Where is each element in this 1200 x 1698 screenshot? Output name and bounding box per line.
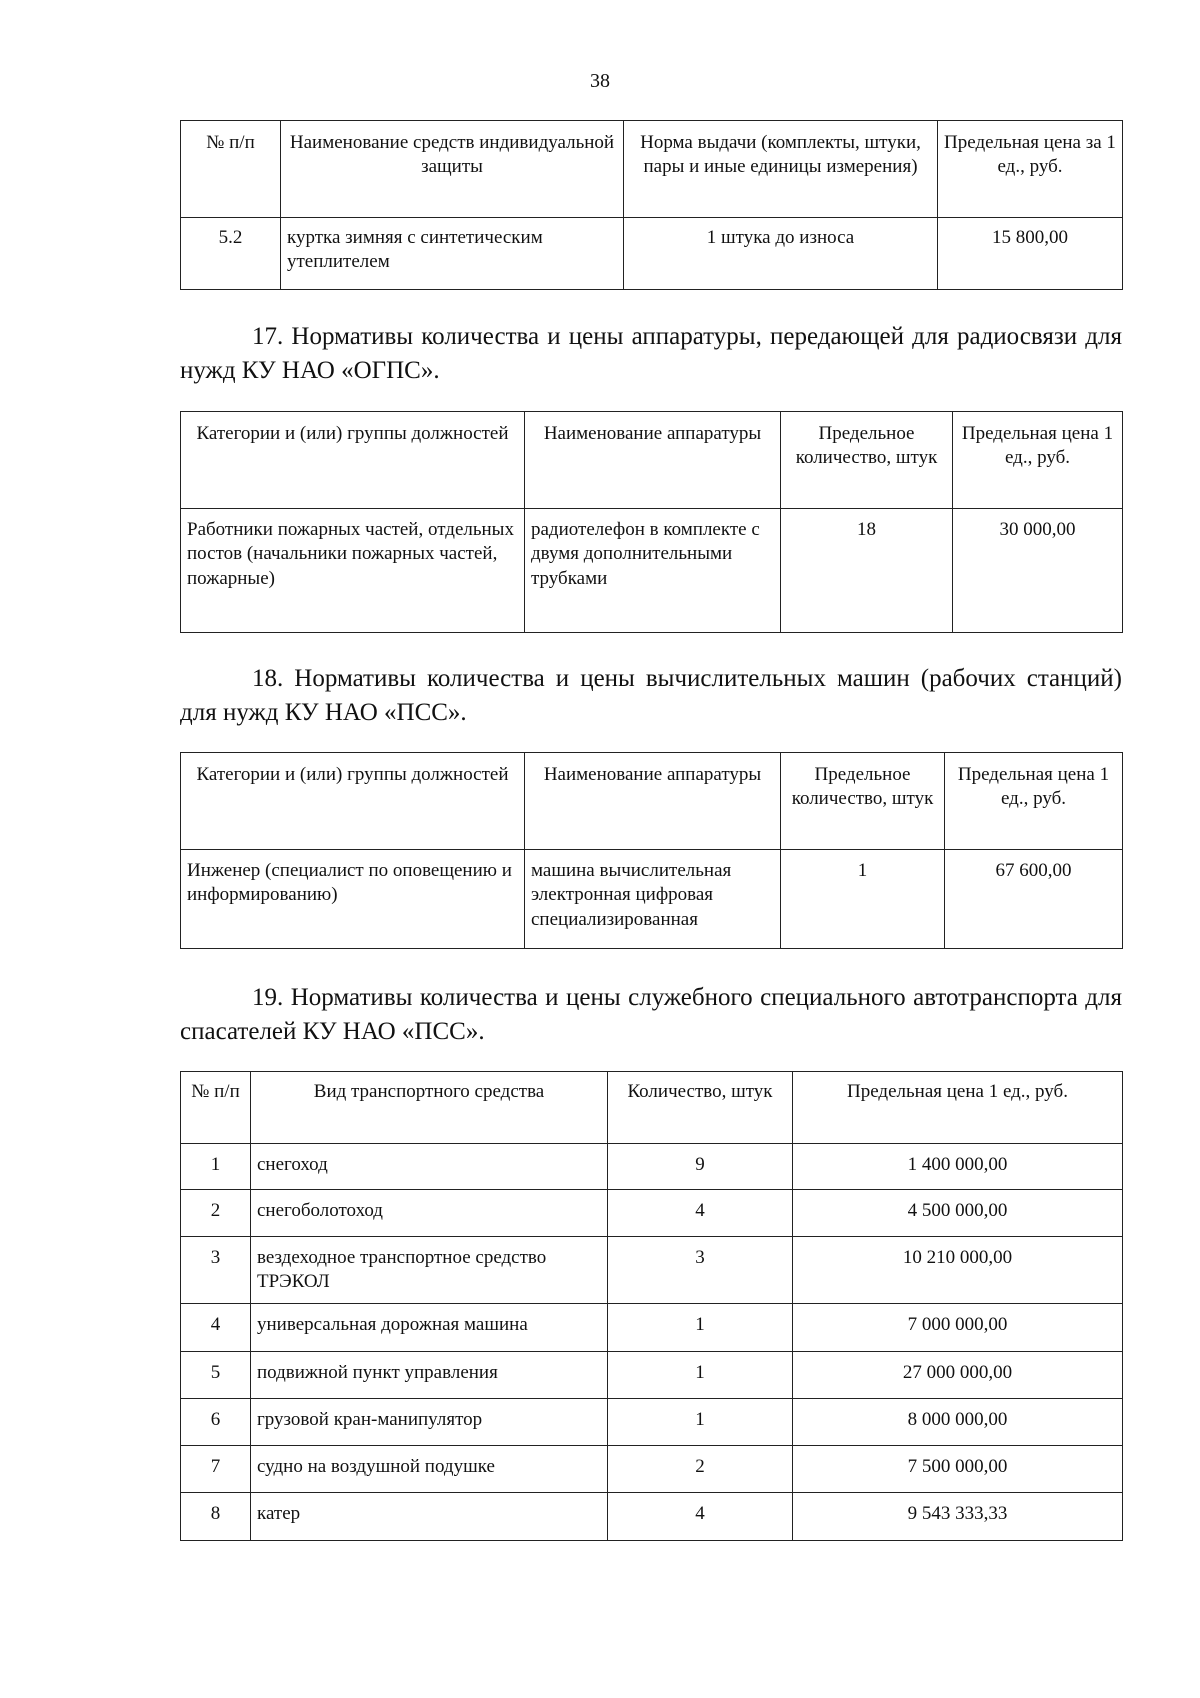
radio-equipment-table	[180, 411, 1123, 633]
cell-issue-norm: 1 штука до износа	[624, 218, 938, 290]
ppe-table	[180, 120, 1123, 290]
cell-vehicle-type: универсальная дорожная машина	[251, 1304, 608, 1352]
section-18-text: Нормативы количества и цены вычислительных машин (рабочих станций) для нужд КУ НАО «ПСС».	[180, 665, 1122, 726]
cell-max-price: 30 000,00	[953, 509, 1123, 633]
cell-quantity: 2	[608, 1446, 793, 1493]
col-header-quantity: Количество, штук	[608, 1072, 793, 1144]
computers-table	[180, 752, 1123, 949]
table-row	[181, 1190, 1123, 1237]
cell-equipment-name: машина вычислительная электронная цифровая специализированная	[525, 850, 781, 949]
table-row	[181, 1352, 1123, 1399]
table-header-row	[181, 1072, 1123, 1144]
col-header-max-quantity: Предельное количество, штук	[781, 753, 945, 850]
cell-vehicle-type: вездеходное транспортное средство ТРЭКОЛ	[251, 1237, 608, 1304]
col-header-number: № п/п	[181, 1072, 251, 1144]
cell-vehicle-type: катер	[251, 1493, 608, 1541]
section-17-text: Нормативы количества и цены аппаратуры, передающей для радиосвязи для нужд КУ НАО «ОГПС».	[180, 323, 1122, 384]
col-header-max-price: Предельная цена за 1 ед., руб.	[938, 121, 1123, 218]
table-header-row	[181, 121, 1123, 218]
cell-number: 3	[181, 1237, 251, 1304]
cell-number: 7	[181, 1446, 251, 1493]
table-row	[181, 1399, 1123, 1446]
cell-max-price: 67 600,00	[945, 850, 1123, 949]
cell-position-category: Работники пожарных частей, отдельных постов (начальники пожарных частей, пожарные)	[181, 509, 525, 633]
col-header-max-quantity: Предельное количество, штук	[781, 412, 953, 509]
cell-quantity: 3	[608, 1237, 793, 1304]
cell-vehicle-type: снегоболотоход	[251, 1190, 608, 1237]
cell-number: 5	[181, 1352, 251, 1399]
table-row	[181, 218, 1123, 290]
cell-max-price: 4 500 000,00	[793, 1190, 1123, 1237]
cell-quantity: 1	[608, 1352, 793, 1399]
cell-vehicle-type: снегоход	[251, 1144, 608, 1190]
cell-max-quantity: 1	[781, 850, 945, 949]
cell-number: 1	[181, 1144, 251, 1190]
cell-number: 6	[181, 1399, 251, 1446]
col-header-max-price: Предельная цена 1 ед., руб.	[953, 412, 1123, 509]
cell-number: 2	[181, 1190, 251, 1237]
col-header-vehicle-type: Вид транспортного средства	[251, 1072, 608, 1144]
cell-ppe-name: куртка зимняя с синтетическим утеплителем	[281, 218, 624, 290]
vehicles-table	[180, 1071, 1123, 1541]
table-row	[181, 1446, 1123, 1493]
cell-number: 8	[181, 1493, 251, 1541]
col-header-equipment-name: Наименование аппаратуры	[525, 753, 781, 850]
cell-max-price: 1 400 000,00	[793, 1144, 1123, 1190]
col-header-max-price: Предельная цена 1 ед., руб.	[945, 753, 1123, 850]
cell-max-price: 8 000 000,00	[793, 1399, 1123, 1446]
table-header-row	[181, 753, 1123, 850]
col-header-ppe-name: Наименование средств индивидуальной защиты	[281, 121, 624, 218]
section-18-number: 18.	[252, 665, 284, 692]
section-19-text: Нормативы количества и цены служебного специального автотранспорта для спасателей КУ НАО «ПСС».	[180, 984, 1122, 1045]
page-number: 38	[590, 70, 610, 92]
cell-quantity: 9	[608, 1144, 793, 1190]
col-header-max-price: Предельная цена 1 ед., руб.	[793, 1072, 1123, 1144]
cell-max-price: 9 543 333,33	[793, 1493, 1123, 1541]
cell-quantity: 4	[608, 1190, 793, 1237]
section-19-number: 19.	[252, 984, 284, 1011]
cell-max-price: 7 000 000,00	[793, 1304, 1123, 1352]
table-row	[181, 1304, 1123, 1352]
cell-number: 4	[181, 1304, 251, 1352]
cell-max-quantity: 18	[781, 509, 953, 633]
cell-number: 5.2	[181, 218, 281, 290]
table-row	[181, 850, 1123, 949]
cell-vehicle-type: грузовой кран-манипулятор	[251, 1399, 608, 1446]
table-header-row	[181, 412, 1123, 509]
section-17-heading	[180, 320, 1122, 388]
cell-quantity: 4	[608, 1493, 793, 1541]
col-header-number: № п/п	[181, 121, 281, 218]
section-19-heading	[180, 981, 1122, 1049]
cell-position-category: Инженер (специалист по оповещению и информированию)	[181, 850, 525, 949]
table-row	[181, 509, 1123, 633]
cell-vehicle-type: судно на воздушной подушке	[251, 1446, 608, 1493]
col-header-equipment-name: Наименование аппаратуры	[525, 412, 781, 509]
col-header-position-category: Категории и (или) группы должностей	[181, 753, 525, 850]
cell-max-price: 15 800,00	[938, 218, 1123, 290]
col-header-position-category: Категории и (или) группы должностей	[181, 412, 525, 509]
section-17-number: 17.	[252, 323, 284, 350]
table-row	[181, 1493, 1123, 1541]
table-row	[181, 1237, 1123, 1304]
cell-vehicle-type: подвижной пункт управления	[251, 1352, 608, 1399]
table-row	[181, 1144, 1123, 1190]
col-header-issue-norm: Норма выдачи (комплекты, штуки, пары и иные единицы измерения)	[624, 121, 938, 218]
section-18-heading	[180, 662, 1122, 730]
cell-max-price: 27 000 000,00	[793, 1352, 1123, 1399]
cell-max-price: 7 500 000,00	[793, 1446, 1123, 1493]
cell-quantity: 1	[608, 1304, 793, 1352]
cell-equipment-name: радиотелефон в комплекте с двумя дополнительными трубками	[525, 509, 781, 633]
cell-quantity: 1	[608, 1399, 793, 1446]
cell-max-price: 10 210 000,00	[793, 1237, 1123, 1304]
